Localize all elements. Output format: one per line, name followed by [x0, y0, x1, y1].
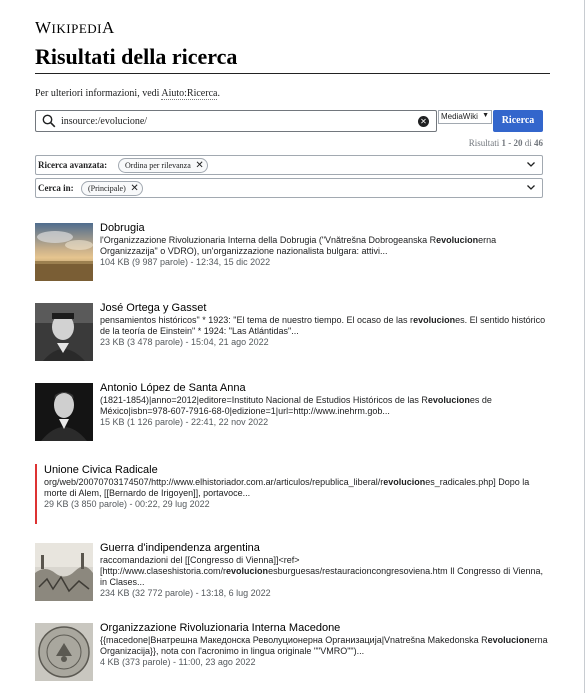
result-meta: 29 KB (3 850 parole) - 00:22, 29 lug 2022 — [44, 499, 210, 509]
result-snippet: {{macedone|Внатрешна Македонска Револуционерна Организација|Vnatrešna Makedonska Revolucionerna Organizacija}}, nota con l'acronimo in lingua originale ""VMRO"")... — [100, 635, 548, 656]
title-divider — [35, 73, 550, 74]
chevron-down-icon[interactable] — [526, 182, 536, 192]
remove-chip-icon[interactable]: ✕ — [130, 183, 139, 194]
result-thumbnail[interactable] — [35, 623, 93, 681]
result-item — [35, 464, 550, 536]
advanced-search-bar[interactable] — [35, 155, 543, 175]
namespace-chip[interactable]: (Principale) ✕ — [81, 181, 143, 196]
results-count: Risultati 1 - 20 di 46 — [468, 138, 543, 148]
result-title[interactable]: Dobrugia — [100, 222, 145, 234]
namespace-label: Cerca in: — [38, 183, 74, 193]
search-box[interactable] — [35, 110, 437, 132]
chevron-down-icon[interactable] — [526, 159, 536, 169]
result-thumbnail[interactable] — [35, 303, 93, 361]
namespace-bar[interactable] — [35, 178, 543, 198]
result-snippet: l'Organizzazione Rivoluzionaria Interna della Dobrugia ("Vnătrešna Dobrogeanska Revolucionerna Organizzazija" o VDRO), un'organizzazione nazionalista bulgara: attivi... — [100, 235, 497, 256]
result-item — [35, 542, 550, 614]
result-title[interactable]: Unione Civica Radicale — [44, 464, 158, 476]
result-title[interactable]: Guerra d'indipendenza argentina — [100, 542, 260, 554]
result-item — [35, 382, 550, 454]
no-thumbnail-marker — [35, 464, 37, 524]
result-thumbnail[interactable] — [35, 383, 93, 441]
remove-chip-icon[interactable]: ✕ — [195, 160, 204, 171]
result-snippet: raccomandazioni del [[Congresso di Vienna]]<ref>[http://www.claseshistoria.com/revolucionesburguesas/restauracioncongresoviena.htm Il Congresso di Vienna, in Clases... — [100, 555, 544, 587]
chevron-down-icon: ▼ — [482, 112, 489, 119]
page-title: Risultati della ricerca — [35, 44, 238, 69]
result-meta: 234 KB (32 772 parole) - 13:18, 6 lug 2022 — [100, 588, 271, 598]
wikipedia-wordmark[interactable]: WIKIPEDIA — [35, 18, 115, 37]
result-item — [35, 302, 550, 374]
result-snippet: org/web/20070703174507/http://www.elhistoriador.com.ar/articulos/republica_liberal/revoluciones_radicales.php] Dopo la morte di Alem, [[Bernardo de Irigoyen]], portavoce... — [44, 477, 530, 498]
result-snippet: pensamientos históricos" * 1923: "El tema de nuestro tiempo. El ocaso de las revoluciones. El sentido histórico de la teoría de Einstein" * 1924: "Las Atlántidas"... — [100, 315, 546, 336]
help-link[interactable]: Aiuto:Ricerca — [161, 88, 218, 99]
result-snippet: (1821-1854)|anno=2012|editore=Instituto Nacional de Estudios Históricos de las Revoluciones de México|isbn=978-607-7916-68-0|edizione=1|url=http://www.inehrm.gob... — [100, 395, 492, 416]
help-note: Per ulteriori informazioni, vedi Aiuto:Ricerca. — [35, 88, 220, 99]
search-button[interactable]: Ricerca — [493, 110, 543, 132]
result-title[interactable]: José Ortega y Gasset — [100, 302, 207, 314]
search-input[interactable] — [61, 114, 411, 128]
result-meta: 23 KB (3 478 parole) - 15:04, 21 ago 2022 — [100, 337, 269, 347]
result-thumbnail[interactable] — [35, 223, 93, 281]
result-title[interactable]: Antonio López de Santa Anna — [100, 382, 246, 394]
search-icon — [42, 114, 56, 128]
clear-search-icon[interactable]: ✕ — [418, 116, 429, 127]
result-title[interactable]: Organizzazione Rivoluzionaria Interna Macedone — [100, 622, 341, 634]
result-item — [35, 222, 550, 294]
sort-chip[interactable]: Ordina per rilevanza ✕ — [118, 158, 208, 173]
advanced-search-label: Ricerca avanzata: — [38, 160, 108, 170]
result-meta: 104 KB (9 987 parole) - 12:34, 15 dic 2022 — [100, 257, 271, 267]
result-meta: 4 KB (373 parole) - 11:00, 23 ago 2022 — [100, 657, 256, 667]
result-item — [35, 622, 550, 694]
result-thumbnail[interactable] — [35, 543, 93, 601]
result-meta: 15 KB (1 126 parole) - 22:41, 22 nov 2022 — [100, 417, 269, 427]
search-profile-select[interactable]: MediaWiki ▼ — [438, 110, 492, 124]
